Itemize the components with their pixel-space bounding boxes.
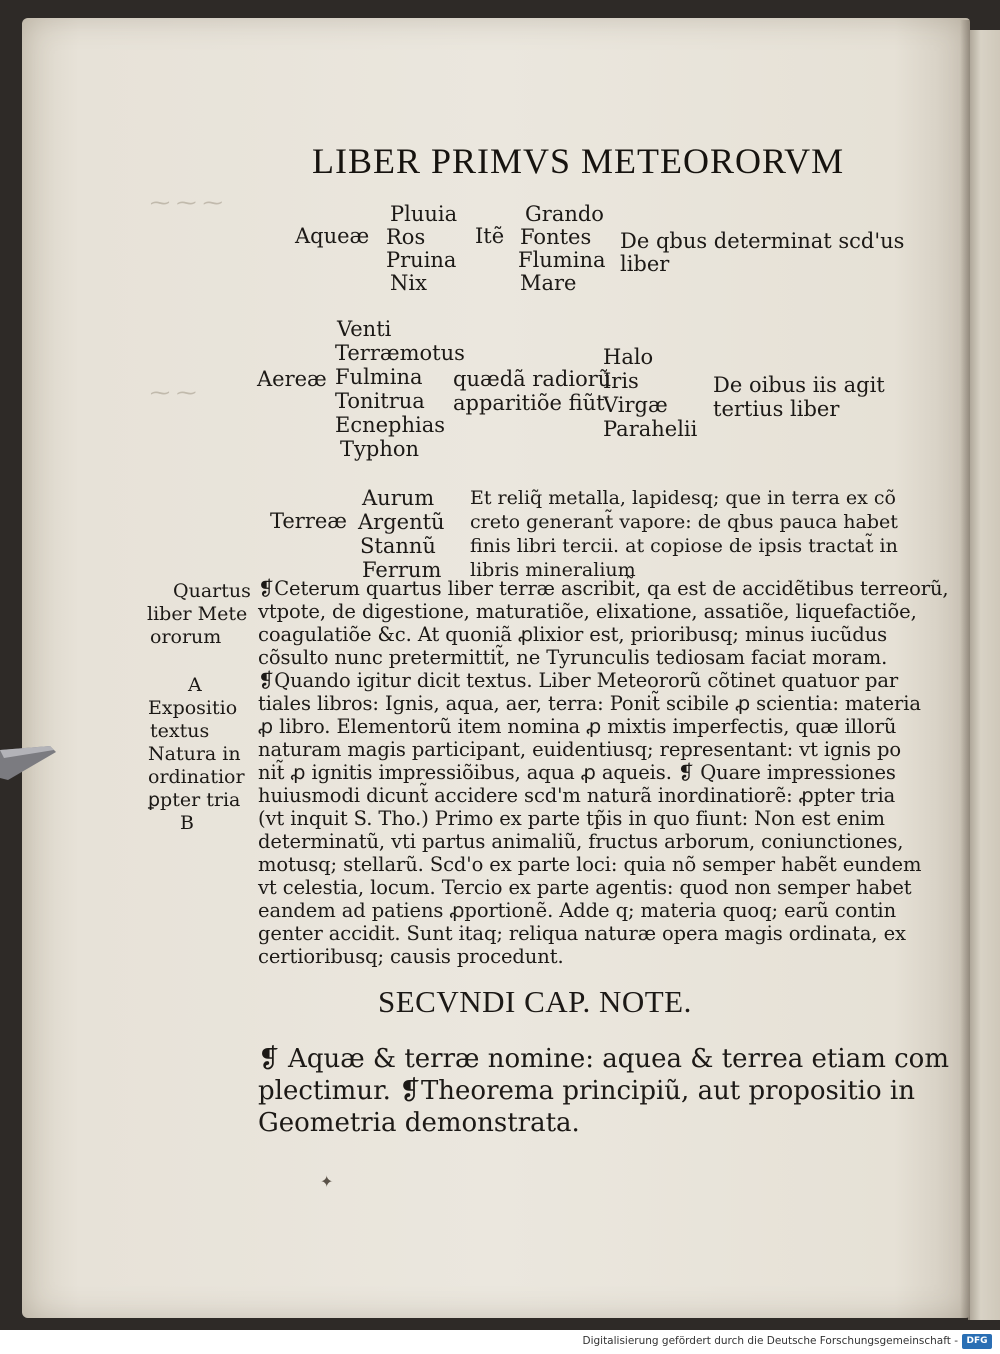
group-label-terreae: Terreæ xyxy=(270,509,348,533)
terreae-description: Et reliq̃ metalla, lapidesq; que in terra ex cõ xyxy=(470,487,896,509)
body-line: (vt inquit S. Tho.) Primo ex parte tp̃is in quo fiunt: Non est enim xyxy=(258,807,885,830)
body-line: vt celestia, locum. Tercio ex parte agentis: quod non semper habet xyxy=(258,876,912,899)
body-line: ❡Ceterum quartus liber terræ ascribit̃, qa est de accidẽtibus terreorũ, xyxy=(258,577,949,600)
margin-note: liber Mete xyxy=(147,603,248,625)
aereae-middle: apparitiõe fiũt xyxy=(453,391,605,415)
terreae-description: creto generant̃ vapore: de qbus pauca habet xyxy=(470,511,898,533)
page-holder-pointer-icon xyxy=(0,744,56,784)
terreae-item: Stannũ xyxy=(360,534,436,558)
aqueae-item: Flumina xyxy=(518,248,606,272)
facing-page-edge xyxy=(968,30,1000,1320)
body-line: motusq; stellarũ. Scd'o ex parte loci: quia nõ semper habẽt eundem xyxy=(258,853,922,876)
body-line: genter accidit. Sunt itaq; reliqua naturæ opera magis ordinata, ex xyxy=(258,922,906,945)
aereae-item: Parahelii xyxy=(603,417,698,441)
footer-bar xyxy=(0,1330,1000,1354)
note-line: plectimur. ❡Theorema principiũ, aut propositio in xyxy=(258,1076,915,1106)
aqueae-description: De qbus determinat scd'us xyxy=(620,229,905,253)
aqueae-item: Pluuia xyxy=(390,202,458,226)
aqueae-item: Pruina xyxy=(386,248,457,272)
aqueae-item: Ros xyxy=(386,225,426,249)
aereae-item: Halo xyxy=(603,345,654,369)
terreae-description: libris mineralium xyxy=(470,559,636,581)
body-line: tiales libros: Ignis, aqua, aer, terra: Ponit̃ scibile ꝓ scientia: materia xyxy=(258,692,921,715)
aqueae-item: Nix xyxy=(390,271,427,295)
terreae-item: Argentũ xyxy=(358,510,445,534)
aereae-item: Tonitrua xyxy=(335,389,425,413)
body-line: naturam magis participant, euidentiusq; representant: vt ignis po xyxy=(258,738,902,761)
body-line: ꝓ libro. Elementorũ item nomina ꝓ mixtis imperfectis, quæ illorũ xyxy=(258,715,897,738)
page-gutter xyxy=(960,20,970,1320)
dfg-logo: DFG xyxy=(962,1334,992,1349)
body-line: cõsulto nunc pretermittit̃, ne Tyrunculis tediosam faciat moram. xyxy=(258,646,888,669)
terreae-description: finis libri tercii. at copiose de ipsis tractat̃ in xyxy=(470,535,898,557)
margin-note: Expositio xyxy=(148,697,238,719)
aereae-item: Typhon xyxy=(340,437,420,461)
margin-note: ꝑpter tria xyxy=(148,789,241,811)
terreae-item: Aurum xyxy=(362,486,435,510)
aereae-item: Iris xyxy=(603,369,639,393)
body-line: determinatũ, vti partus animaliũ, fructus arborum, coniunctiones, xyxy=(258,830,904,853)
aereae-item: Ecnephias xyxy=(335,413,446,437)
note-line: Geometria demonstrata. xyxy=(258,1108,580,1138)
page-title: LIBER PRIMVS METEORORVM xyxy=(312,141,845,181)
aqueae-item: Fontes xyxy=(520,225,592,249)
group-label-aqueae: Aqueæ xyxy=(295,224,370,248)
margin-letter-b: B xyxy=(180,812,194,834)
terreae-item: Ferrum xyxy=(362,558,442,582)
section-heading: SECVNDI CAP. NOTE. xyxy=(378,984,692,1019)
margin-note: ordinatior xyxy=(148,766,245,788)
show-through-text: ⁓ ⁓ xyxy=(150,380,197,404)
margin-letter-a: A xyxy=(188,674,202,696)
note-line: ❡ Aquæ & terræ nomine: aquea & terrea etiam com xyxy=(258,1044,949,1074)
aereae-item: Terræmotus xyxy=(335,341,465,365)
margin-note: ororum xyxy=(150,626,222,648)
aereae-item: Venti xyxy=(337,317,392,341)
aereae-middle: quædã radiorũ xyxy=(453,367,612,391)
margin-note: textus xyxy=(150,720,210,742)
aereae-description: tertius liber xyxy=(713,397,840,421)
margin-note: Quartus xyxy=(173,580,251,602)
body-line: vtpote, de digestione, maturatiõe, elixatione, assatiõe, liquefactiõe, xyxy=(258,600,917,623)
aqueae-description: liber xyxy=(620,252,670,276)
body-line: certioribusq; causis procedunt. xyxy=(258,945,564,968)
aqueae-item: Grando xyxy=(525,202,604,226)
margin-note: Natura in xyxy=(148,743,241,765)
aereae-item: Virgæ xyxy=(603,393,668,417)
body-line: huiusmodi dicunt̃ accidere scd'm naturã inordinatiorẽ: ꝓpter tria xyxy=(258,784,896,807)
show-through-text: ⁓ ⁓ ⁓ xyxy=(150,190,223,214)
aqueae-item: Mare xyxy=(520,271,577,295)
group-label-aereae: Aereæ xyxy=(257,367,327,391)
body-line: coagulatiõe &c. At quoniã ꝓlixior est, prioribusq; minus iucũdus xyxy=(258,623,888,646)
aereae-description: De oibus iis agit xyxy=(713,373,885,397)
body-line: nit̃ ꝓ ignitis impressiõibus, aqua ꝓ aqueis. ❡ Quare impressiones xyxy=(258,761,896,784)
ink-mark: ✦ xyxy=(320,1172,334,1191)
digitization-credit: Digitalisierung gefördert durch die Deutsche Forschungsgemeinschaft - xyxy=(582,1335,958,1347)
body-line: eandem ad patiens ꝓportionẽ. Adde q; materia quoq; earũ contin xyxy=(258,899,897,922)
body-line: ❡Quando igitur dicit textus. Liber Meteororũ cõtinet quatuor par xyxy=(258,669,899,692)
aqueae-item-label: Itẽ xyxy=(475,224,505,248)
aereae-item: Fulmina xyxy=(335,365,423,389)
